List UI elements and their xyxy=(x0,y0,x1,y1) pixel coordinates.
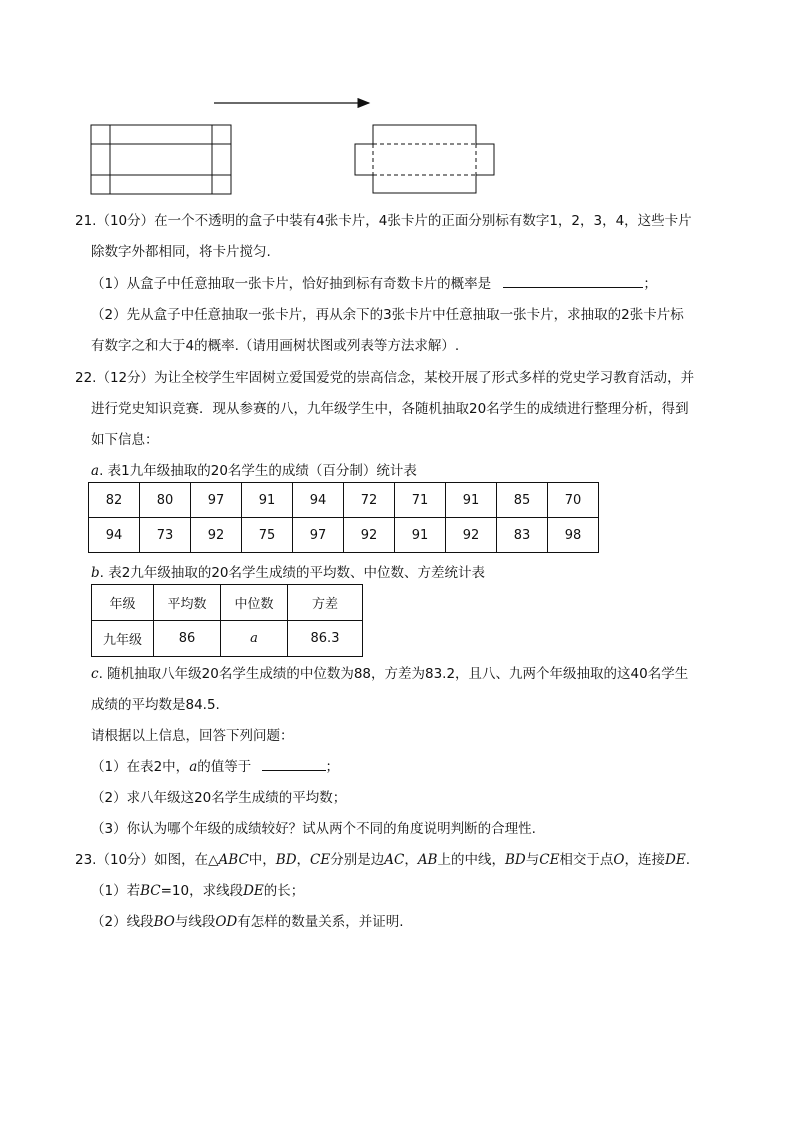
table-cell: 94 xyxy=(293,483,344,518)
q23-text: （2）线段 xyxy=(91,914,154,930)
q23-text: 分别是边 xyxy=(330,852,385,868)
table-row xyxy=(89,518,599,553)
q23-triangle-abc: ABC xyxy=(218,852,249,868)
q23-point-o: O xyxy=(613,852,625,868)
q22-info-a xyxy=(91,459,417,479)
table-cell-median-a: a xyxy=(221,621,288,657)
q22-part2: （2）求八年级这20名学生成绩的平均数； xyxy=(91,790,347,806)
q23-segment-bd: BD xyxy=(504,852,526,868)
q23-stem xyxy=(75,848,690,868)
table-cell: 70 xyxy=(548,483,599,518)
q23-text: ，连接 xyxy=(624,852,665,868)
table-header-row xyxy=(92,585,363,621)
q21-part2-line2: 有数字之和大于4的概率.（请用画树状图或列表等方法求解）. xyxy=(91,338,460,354)
q22-label-b: b xyxy=(91,565,100,581)
box-net-figure xyxy=(355,125,494,193)
q23-segment-de: DE xyxy=(243,883,264,899)
q22-part1 xyxy=(91,755,339,775)
q22-label-a: a xyxy=(91,463,100,479)
table-cell: 71 xyxy=(395,483,446,518)
q23-text: ， xyxy=(296,852,311,868)
table-header-cell: 年级 xyxy=(92,585,154,621)
q22-info-b xyxy=(91,561,485,581)
q21-part2-line1: （2）先从盒子中任意抽取一张卡片，再从余下的3张卡片中任意抽取一张卡片，求抽取的2张卡片标 xyxy=(91,307,684,323)
table-cell: 86 xyxy=(154,621,221,657)
table-cell: 92 xyxy=(446,518,497,553)
q23-text: 23.（10分）如图，在△ xyxy=(75,852,219,868)
table-cell: 91 xyxy=(242,483,293,518)
q23-side-ac: AC xyxy=(384,852,405,868)
q23-text: ， xyxy=(404,852,418,868)
q22-part1-pre: （1）在表2中， xyxy=(91,759,190,775)
table-row xyxy=(89,483,599,518)
q23-text: （1）若 xyxy=(91,883,141,899)
table-cell: 97 xyxy=(293,518,344,553)
q22-line3: 如下信息： xyxy=(91,432,159,448)
q21-part1 xyxy=(91,272,657,292)
q22-info-a-text: . 表1九年级抽取的20名学生的成绩（百分制）统计表 xyxy=(99,463,417,479)
q23-segment-bc: BC xyxy=(140,883,161,899)
table-cell: 73 xyxy=(140,518,191,553)
q21-line2: 除数字外都相同，将卡片搅匀. xyxy=(91,244,271,260)
q23-text: 上的中线， xyxy=(437,852,505,868)
q23-text: 的长； xyxy=(263,883,305,899)
q23-segment-bd: BD xyxy=(275,852,297,868)
q21-part1-end: ； xyxy=(643,276,657,292)
q23-text: 有怎样的数量关系，并证明. xyxy=(237,914,404,930)
q22-prompt: 请根据以上信息，回答下列问题： xyxy=(91,728,294,744)
table-header-cell: 方差 xyxy=(288,585,363,621)
grade9-scores-table xyxy=(88,482,599,553)
q23-part2 xyxy=(91,910,404,930)
table-cell: 91 xyxy=(395,518,446,553)
flat-sheet-figure xyxy=(91,125,231,194)
q23-text: 中， xyxy=(248,852,276,868)
q22-info-c-text: . 随机抽取八年级20名学生成绩的中位数为88，方差为83.2，且八、九两个年级抽取的这40名学生 xyxy=(98,666,689,682)
q22-part3: （3）你认为哪个年级的成绩较好？试从两个不同的角度说明判断的合理性. xyxy=(91,821,536,837)
table-cell: 83 xyxy=(497,518,548,553)
table-cell: 九年级 xyxy=(92,621,154,657)
q22-line1: 22.（12分）为让全校学生牢固树立爱国爱党的崇高信念，某校开展了形式多样的党史学习教育活动，并 xyxy=(75,370,695,386)
q23-text: =10，求线段 xyxy=(160,883,244,899)
q23-segment-ce: CE xyxy=(310,852,331,868)
table-cell: 92 xyxy=(191,518,242,553)
q22-part1-var: a xyxy=(189,759,198,775)
q23-segment-bo: BO xyxy=(153,914,175,930)
table-cell: 72 xyxy=(344,483,395,518)
q22-info-b-text: . 表2九年级抽取的20名学生成绩的平均数、中位数、方差统计表 xyxy=(99,565,486,581)
q22-label-c: c xyxy=(91,666,99,682)
table-cell: 75 xyxy=(242,518,293,553)
q23-segment-od: OD xyxy=(215,914,238,930)
q23-segment-ce: CE xyxy=(539,852,560,868)
q23-segment-de: DE xyxy=(665,852,686,868)
box-folding-figure xyxy=(0,0,794,200)
q22-info-c-line1 xyxy=(91,662,688,682)
q22-part1-end: ； xyxy=(325,759,340,775)
q22-answer-blank-1[interactable] xyxy=(262,758,326,771)
q23-text: . xyxy=(685,852,690,868)
table-cell: 92 xyxy=(344,518,395,553)
q22-line2: 进行党史知识竞赛．现从参赛的八，九年级学生中，各随机抽取20名学生的成绩进行整理分析，得到 xyxy=(91,401,689,417)
table-cell: 97 xyxy=(191,483,242,518)
q21-part1-text: （1）从盒子中任意抽取一张卡片，恰好抽到标有奇数卡片的概率是 xyxy=(91,276,492,292)
table-cell: 85 xyxy=(497,483,548,518)
table-cell: 86.3 xyxy=(288,621,363,657)
table-cell: 82 xyxy=(89,483,140,518)
q21-line1: 21.（10分）在一个不透明的盒子中装有4张卡片，4张卡片的正面分别标有数字1，2，3，4，这些卡片 xyxy=(75,213,692,229)
table-cell: 80 xyxy=(140,483,191,518)
table-cell: 98 xyxy=(548,518,599,553)
q23-side-ab: AB xyxy=(417,852,438,868)
table-header-cell: 中位数 xyxy=(221,585,288,621)
q23-text: 与 xyxy=(525,852,540,868)
q22-part1-post: 的值等于 xyxy=(197,759,252,775)
grade9-stats-table xyxy=(91,584,363,657)
table-cell: 91 xyxy=(446,483,497,518)
table-header-cell: 平均数 xyxy=(154,585,221,621)
q22-info-c-line2: 成绩的平均数是84.5. xyxy=(91,697,220,713)
table-cell: 94 xyxy=(89,518,140,553)
q23-text: 相交于点 xyxy=(559,852,614,868)
q23-part1 xyxy=(91,879,304,899)
q23-text: 与线段 xyxy=(174,914,216,930)
q21-answer-blank-1[interactable] xyxy=(503,275,643,288)
table-row xyxy=(92,621,363,657)
